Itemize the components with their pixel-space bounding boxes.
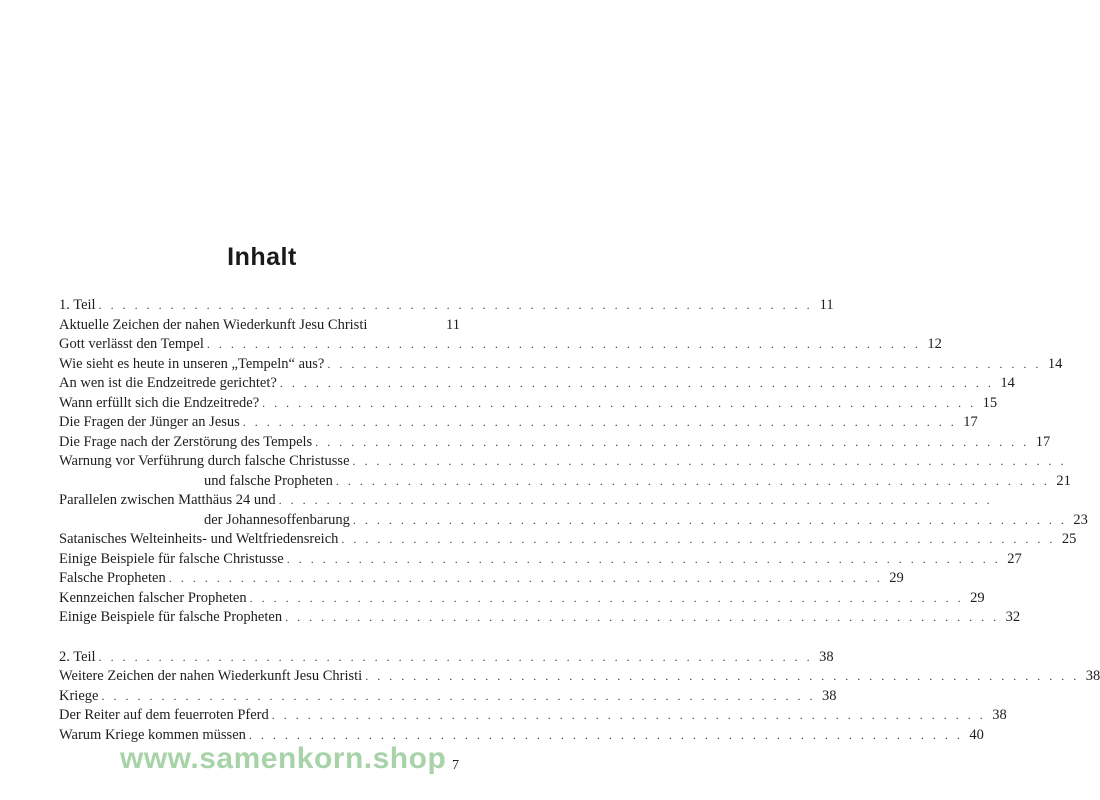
toc-entry xyxy=(59,433,1051,453)
toc-entry-title: Weitere Zeichen der nahen Wiederkunft Jesu Christi xyxy=(59,668,363,684)
toc-entry-title: Wie sieht es heute in unseren „Tempeln“ aus? xyxy=(59,355,325,372)
toc-entry xyxy=(59,550,1022,570)
page-number: 7 xyxy=(452,758,459,773)
toc-section-2 xyxy=(59,648,1100,746)
toc-entry-page: 11 xyxy=(819,297,834,313)
table-of-contents xyxy=(59,296,1100,745)
toc-entry xyxy=(59,667,1100,687)
toc-leader-dots: . . . . . . . . . . . . . . . . . . . . . . . . . . . . . . . . . . . . . . . . . . . . . . . . . . . . . . . . . . . . xyxy=(315,434,1030,449)
toc-leader-dots: . . . . . . . . . . . . . . . . . . . . . . . . . . . . . . . . . . . . . . . . . . . . . . . . . . . . . . . . . . . . xyxy=(98,649,813,664)
watermark: www.samenkorn.shop xyxy=(120,742,447,775)
toc-leader-dots: . . . . . . . . . . . . . . . . . . . . . . . . . . . . . . . . . . . . . . . . . . . . . . . . . . . . . . . . . . . . xyxy=(262,395,977,410)
toc-leader-dots: . . . . . . . . . . . . . . . . . . . . . . . . . . . . . . . . . . . . . . . . . . . . . . . . . . . . . . . . . . . . xyxy=(242,415,957,429)
toc-entry-page: 32 xyxy=(1005,609,1021,625)
toc-entry-title: Wann erfüllt sich die Endzeitrede? xyxy=(59,394,260,411)
toc-leader-dots: . . . . . . . . . . . . . . . . . . . . . . . . . . . . . . . . . . . . . . . . . . . . . . . . . . . . . . . . . . . . xyxy=(352,512,1067,527)
toc-leader-dots: . . . . . . . . . . . . . . . . . . . . . . . . . . . . . . . . . . . . . . . . . . . . . . . . . . . . . . . . . . . . xyxy=(278,493,993,507)
toc-entry-title: Kennzeichen falscher Propheten xyxy=(59,589,247,606)
toc-leader-dots: . . . . . . . . . . . . . . . . . . . . . . . . . . . . . . . . . . . . . . . . . . . . . . . . . . . . . . . . . . . . xyxy=(168,571,883,585)
toc-entry xyxy=(59,511,1088,531)
toc-entry-page: 21 xyxy=(1056,472,1071,489)
toc-entry xyxy=(59,413,978,433)
toc-entry-title: 2. Teil xyxy=(59,648,96,665)
toc-entry-page: 25 xyxy=(1061,531,1077,547)
toc-entry xyxy=(59,394,998,414)
toc-section-1 xyxy=(59,296,1088,628)
toc-entry xyxy=(59,335,942,355)
toc-entry-page: 23 xyxy=(1073,511,1088,528)
toc-entry xyxy=(59,589,985,609)
toc-entry-page: 38 xyxy=(821,687,837,704)
toc-entry-title: 1. Teil xyxy=(59,297,96,313)
toc-entry-title: Warum Kriege kommen müssen xyxy=(59,726,246,743)
toc-entry xyxy=(59,569,904,589)
toc-leader-dots: . . . . . . . . . . . . . . . . . . . . . . . . . . . . . . . . . . . . . . . . . . . . . . . . . . . . . . . . . . . . xyxy=(335,473,1050,488)
toc-entry-title: Aktuelle Zeichen der nahen Wiederkunft Jesu Christi xyxy=(59,316,368,333)
toc-entry-page: 12 xyxy=(927,336,942,352)
toc-entry-page: 14 xyxy=(1047,355,1063,372)
toc-entry-title: Warnung vor Verführung durch falsche Christusse xyxy=(59,453,350,469)
section-gap xyxy=(59,628,460,648)
toc-entry xyxy=(59,374,1015,394)
toc-entry-title: Die Frage nach der Zerstörung des Tempels xyxy=(59,433,313,450)
toc-entry-page: 38 xyxy=(992,707,1007,723)
toc-leader-dots: . . . . . . . . . . . . . . . . . . . . . . . . . . . . . . . . . . . . . . . . . . . . . . . . . . . . . . . . . . . . xyxy=(248,727,963,742)
toc-entry-title: An wen ist die Endzeitrede gerichtet? xyxy=(59,375,277,391)
page-title: Inhalt xyxy=(227,243,297,271)
toc-entry-page: 11 xyxy=(446,316,460,333)
toc-entry-title: Kriege xyxy=(59,687,99,704)
toc-leader-dots: . . . . . . . . . . . . . . . . . . . . . . . . . . . . . . . . . . . . . . . . . . . . . . . . . . . . . . . . . . . . xyxy=(286,551,1001,566)
toc-entry-page: 14 xyxy=(1000,375,1015,391)
toc-entry-page: 38 xyxy=(819,648,834,665)
toc-leader-dots: . . . . . . . . . . . . . . . . . . . . . . . . . . . . . . . . . . . . . . . . . . . . . . . . . . . . . . . . . . . . xyxy=(271,708,986,722)
toc-entry-title: Einige Beispiele für falsche Christusse xyxy=(59,550,284,567)
toc-entry-page: 29 xyxy=(970,589,985,606)
toc-leader-dots: . . . . . . . . . . . . . . . . . . . . . . . . . . . . . . . . . . . . . . . . . . . . . . . . . . . . . . . . . . . . xyxy=(341,532,1056,546)
toc-entry-title: Die Fragen der Jünger an Jesus xyxy=(59,414,240,430)
toc-entry-title: Satanisches Welteinheits- und Weltfriedensreich xyxy=(59,531,339,547)
toc-entry-page: 17 xyxy=(1035,433,1051,450)
toc-entry-page: 40 xyxy=(969,726,984,743)
toc-entry xyxy=(59,355,1063,375)
toc-leader-dots: . . . . . . . . . . . . . . . . . . . . . . . . . . . . . . . . . . . . . . . . . . . . . . . . . . . . . . . . . . . . xyxy=(206,337,921,351)
toc-leader-dots: . . . . . . . . . . . . . . . . . . . . . . . . . . . . . . . . . . . . . . . . . . . . . . . . . . . . . . . . . . . . xyxy=(249,590,964,605)
toc-entry-title: Der Reiter auf dem feuerroten Pferd xyxy=(59,707,269,723)
toc-entry-title: Parallelen zwischen Matthäus 24 und xyxy=(59,492,276,508)
toc-entry xyxy=(59,491,993,511)
toc-entry-page: 27 xyxy=(1007,550,1022,567)
toc-entry xyxy=(59,316,460,336)
toc-leader-dots: . . . . . . . . . . . . . . . . . . . . . . . . . . . . . . . . . . . . . . . . . . . . . . . . . . . . . . . . . . . . xyxy=(327,356,1042,371)
toc-entry-page: 29 xyxy=(889,570,904,586)
toc-leader-dots: . . . . . . . . . . . . . . . . . . . . . . . . . . . . . . . . . . . . . . . . . . . . . . . . . . . . . . . . . . . . xyxy=(279,376,994,390)
toc-leader-dots: . . . . . . . . . . . . . . . . . . . . . . . . . . . . . . . . . . . . . . . . . . . . . . . . . . . . . . . . . . . . xyxy=(101,688,816,703)
toc-entry-page: 38 xyxy=(1085,668,1100,684)
toc-leader-dots: . . . . . . . . . . . . . . . . . . . . . . . . . . . . . . . . . . . . . . . . . . . . . . . . . . . . . . . . . . . . xyxy=(365,669,1080,683)
toc-entry-title: Gott verlässt den Tempel xyxy=(59,336,204,352)
toc-entry-title: Falsche Propheten xyxy=(59,570,166,586)
toc-entry-title: und falsche Propheten xyxy=(204,472,333,489)
toc-entry xyxy=(59,530,1077,550)
toc-entry-page: 17 xyxy=(963,414,978,430)
toc-leader-dots: . . . . . . . . . . . . . . . . . . . . . . . . . . . . . . . . . . . . . . . . . . . . . . . . . . . . . . . . . . . . xyxy=(98,298,813,312)
toc-entry xyxy=(59,687,837,707)
toc-leader-dots: . . . . . . . . . . . . . . . . . . . . . . . . . . . . . . . . . . . . . . . . . . . . . . . . . . . . . . . . . . . . xyxy=(352,454,1067,468)
toc-entry-title: Einige Beispiele für falsche Propheten xyxy=(59,609,283,625)
toc-entry-title: der Johannesoffenbarung xyxy=(204,511,350,528)
toc-entry xyxy=(59,452,1067,472)
toc-entry-page: 15 xyxy=(982,394,998,411)
toc-entry xyxy=(59,472,1071,492)
toc-entry xyxy=(59,608,1021,628)
toc-leader-dots: . . . . . . . . . . . . . . . . . . . . . . . . . . . . . . . . . . . . . . . . . . . . . . . . . . . . . . . . . . . . xyxy=(285,610,1000,624)
toc-entry xyxy=(59,706,1007,726)
toc-entry xyxy=(59,648,834,668)
toc-entry xyxy=(59,296,834,316)
